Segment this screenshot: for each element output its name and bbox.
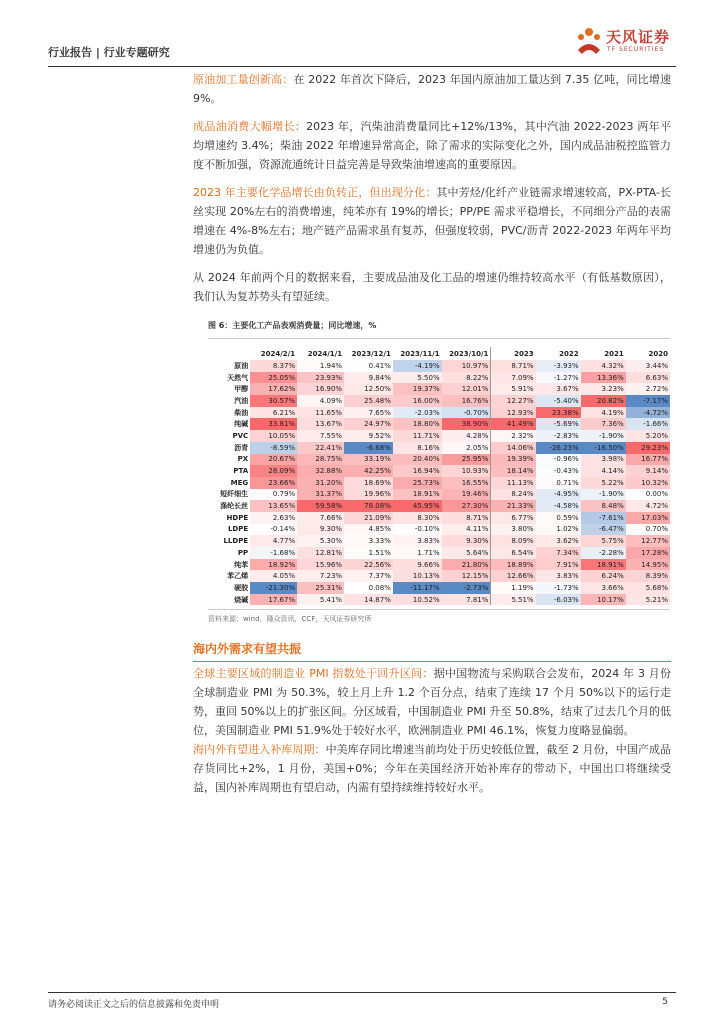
heatmap-cell: 7.36% xyxy=(581,418,626,430)
row-label: PP xyxy=(237,548,249,557)
heatmap-cell: 6.63% xyxy=(626,372,670,384)
row-label: PX xyxy=(237,455,249,464)
heatmap-cell: -6.68% xyxy=(344,442,393,454)
row-label: 甲醇 xyxy=(234,385,249,394)
table-row xyxy=(208,535,670,547)
heatmap-cell: 13.65% xyxy=(250,500,297,512)
heatmap-cell: 16.76% xyxy=(442,395,491,407)
heatmap-cell: 11.13% xyxy=(491,477,536,489)
heatmap-cell: 15.96% xyxy=(297,559,344,571)
heatmap-cell: 4.05% xyxy=(250,570,297,582)
page-footer xyxy=(48,992,676,1010)
heatmap-cell: 3.80% xyxy=(491,524,536,536)
column-header: 2023/10/1 xyxy=(449,349,489,358)
heatmap-cell: 30.57% xyxy=(250,395,297,407)
heatmap-cell: 5.41% xyxy=(297,594,344,606)
row-label: 原油 xyxy=(234,361,249,370)
heatmap-cell: 9.14% xyxy=(626,465,670,477)
row-label: MEG xyxy=(230,478,249,487)
table-row xyxy=(208,407,670,419)
heatmap-cell: 8.37% xyxy=(250,360,297,372)
heatmap-cell: 19.39% xyxy=(491,454,536,466)
heatmap-cell: 8.22% xyxy=(442,372,491,384)
heatmap-cell: -2.03% xyxy=(393,407,442,419)
heatmap-cell: 28.75% xyxy=(297,454,344,466)
section-title: 海内外需求有望共振 xyxy=(193,640,671,662)
heatmap-cell: 23.93% xyxy=(297,372,344,384)
heatmap-cell: 12.01% xyxy=(442,383,491,395)
row-label: PVC xyxy=(232,431,249,440)
heatmap-cell: -3.93% xyxy=(536,360,581,372)
table-row xyxy=(208,465,670,477)
heatmap-cell: -1.66% xyxy=(626,418,670,430)
heatmap-cell: 25.73% xyxy=(393,477,442,489)
heatmap-cell: 7.55% xyxy=(297,430,344,442)
heatmap-cell: 12.27% xyxy=(491,395,536,407)
heatmap-cell: -1.90% xyxy=(581,430,626,442)
heatmap-table xyxy=(208,347,670,605)
heatmap-cell: 12.77% xyxy=(626,535,670,547)
row-label: 纯苯 xyxy=(234,560,249,569)
heatmap-cell: 4.19% xyxy=(581,407,626,419)
heatmap-cell: 8.48% xyxy=(581,500,626,512)
intro-text xyxy=(193,70,671,315)
table-row xyxy=(208,582,670,594)
heatmap-cell: 2.05% xyxy=(442,442,491,454)
row-label: 硬胶 xyxy=(234,583,249,592)
heatmap-cell: 3.83% xyxy=(393,535,442,547)
heatmap-cell: 5.91% xyxy=(491,383,536,395)
heatmap-cell: 16.94% xyxy=(393,465,442,477)
heatmap-cell: 4.14% xyxy=(581,465,626,477)
heatmap-cell: 1.94% xyxy=(297,360,344,372)
heatmap-cell: 3.98% xyxy=(581,454,626,466)
heatmap-cell: 18.91% xyxy=(581,559,626,571)
heatmap-cell: 5.30% xyxy=(297,535,344,547)
heatmap-cell: 4.72% xyxy=(626,500,670,512)
heatmap-cell: 31.37% xyxy=(297,489,344,501)
heatmap-cell: 19.46% xyxy=(442,489,491,501)
heatmap-cell: 5.22% xyxy=(581,477,626,489)
heatmap-cell: -4.58% xyxy=(536,500,581,512)
heatmap-cell: 25.31% xyxy=(297,582,344,594)
column-header: 2022 xyxy=(559,349,579,358)
heatmap-cell: -7.17% xyxy=(626,395,670,407)
row-label: 短纤细生 xyxy=(220,490,249,499)
heatmap-cell: 9.66% xyxy=(393,559,442,571)
heatmap-cell: 31.20% xyxy=(297,477,344,489)
heatmap-cell: 38.90% xyxy=(442,418,491,430)
heatmap-cell: -8.59% xyxy=(250,442,297,454)
heatmap-cell: -7.61% xyxy=(581,512,626,524)
heatmap-cell: 59.58% xyxy=(297,500,344,512)
heatmap-cell: 4.32% xyxy=(581,360,626,372)
table-row xyxy=(208,524,670,536)
heatmap-cell: 12.50% xyxy=(344,383,393,395)
heatmap-cell: 18.69% xyxy=(344,477,393,489)
company-logo xyxy=(566,24,676,64)
table-row xyxy=(208,570,670,582)
heatmap-cell: -26.23% xyxy=(536,442,581,454)
heatmap-cell: 7.81% xyxy=(442,594,491,606)
heatmap-cell: 23.66% xyxy=(250,477,297,489)
heatmap-cell: -6.47% xyxy=(581,524,626,536)
heatmap-cell: 10.97% xyxy=(442,360,491,372)
paragraph-highlight: 全球主要区域的制造业 PMI 指数处于回升区间： xyxy=(193,667,434,680)
row-label: 涤纶长丝 xyxy=(220,502,249,511)
heatmap-cell: 12.66% xyxy=(491,570,536,582)
heatmap-cell: 1.71% xyxy=(393,547,442,559)
figure-title: 图 6：主要化工产品表观消费量；同比增速，% xyxy=(208,320,670,339)
heatmap-cell: -21.30% xyxy=(250,582,297,594)
heatmap-cell: 29.23% xyxy=(626,442,670,454)
heatmap-cell: 5.51% xyxy=(491,594,536,606)
table-row xyxy=(208,418,670,430)
paragraph xyxy=(193,268,671,306)
row-label: 苯乙烯 xyxy=(227,572,249,581)
heatmap-cell: 45.95% xyxy=(393,500,442,512)
heatmap-cell: -5.40% xyxy=(536,395,581,407)
heatmap-cell: -2.83% xyxy=(536,430,581,442)
heatmap-cell: 3.33% xyxy=(344,535,393,547)
heatmap-cell: 4.85% xyxy=(344,524,393,536)
heatmap-cell: 16.55% xyxy=(442,477,491,489)
heatmap-cell: 8.16% xyxy=(393,442,442,454)
heatmap-cell: -16.50% xyxy=(581,442,626,454)
heatmap-cell: 28.09% xyxy=(250,465,297,477)
heatmap-cell: 3.23% xyxy=(581,383,626,395)
table-row xyxy=(208,395,670,407)
heatmap-cell: 7.91% xyxy=(536,559,581,571)
logo-icon xyxy=(572,24,606,58)
paragraph xyxy=(193,117,671,174)
heatmap-cell: -11.17% xyxy=(393,582,442,594)
heatmap-cell: 14.06% xyxy=(491,442,536,454)
heatmap-cell: 17.67% xyxy=(250,594,297,606)
heatmap-cell: 9.84% xyxy=(344,372,393,384)
heatmap-cell: 5.68% xyxy=(626,582,670,594)
heatmap-cell: 7.09% xyxy=(491,372,536,384)
heatmap-cell: 11.65% xyxy=(297,407,344,419)
column-header: 2020 xyxy=(648,349,668,358)
table-row xyxy=(208,360,670,372)
heatmap-cell: 23.38% xyxy=(536,407,581,419)
heatmap-cell: 8.30% xyxy=(393,512,442,524)
table-row xyxy=(208,430,670,442)
paragraph-body: 2023 年，汽柴油消费量同比+12%/13%，其中汽油 2022-2023 两年平均增速约 3.4%；柴油 2022 年增速异常高企，除了需求的实际变化之外，国内成品油税控监管力度不断加强，资源流通统计日益完善是导致柴油增速高的重要原因。 xyxy=(193,120,671,171)
page-number: 5 xyxy=(662,997,668,1007)
page-header xyxy=(48,28,676,67)
heatmap-cell: 20.67% xyxy=(250,454,297,466)
heatmap-cell: 10.05% xyxy=(250,430,297,442)
heatmap-cell: 18.89% xyxy=(491,559,536,571)
heatmap-cell: -4.19% xyxy=(393,360,442,372)
heatmap-cell: 4.28% xyxy=(442,430,491,442)
table-row xyxy=(208,500,670,512)
column-header: 2024/1/1 xyxy=(307,349,343,358)
paragraph-body: 其中芳烃/化纤产业链需求增速较高，PX-PTA-长丝实现 20%左右的消费增速，纯苯亦有 19%的增长；PP/PE 需求平稳增长，不同细分产品的表需增速在 4%-8%左右；地产链产品需求虽有复苏，但强度较弱，PVC/沥青 2022-2023 年两年平均增速仍为负值。 xyxy=(193,186,671,256)
heatmap-cell: 20.40% xyxy=(393,454,442,466)
heatmap-cell: 2.72% xyxy=(626,383,670,395)
table-row xyxy=(208,454,670,466)
heatmap-cell: -2.28% xyxy=(581,547,626,559)
heatmap-cell: 21.09% xyxy=(344,512,393,524)
heatmap-cell: -5.69% xyxy=(536,418,581,430)
heatmap-cell: 17.03% xyxy=(626,512,670,524)
heatmap-cell: 6.77% xyxy=(491,512,536,524)
paragraph-body: 从 2024 年前两个月的数据来看，主要成品油及化工品的增速仍维持较高水平（有低基数原因），我们认为复苏势头有望延续。 xyxy=(193,271,671,303)
heatmap-cell: -0.43% xyxy=(536,465,581,477)
row-label: LDPE xyxy=(227,525,249,534)
heatmap-cell: 10.52% xyxy=(393,594,442,606)
heatmap-cell: -4.95% xyxy=(536,489,581,501)
table-row xyxy=(208,383,670,395)
column-header: 2024/2/1 xyxy=(260,349,296,358)
heatmap-cell: 21.33% xyxy=(491,500,536,512)
heatmap-cell: 18.92% xyxy=(250,559,297,571)
heatmap-cell: -1.90% xyxy=(581,489,626,501)
figure-6 xyxy=(208,320,670,624)
paragraph xyxy=(193,183,671,259)
column-header: 2023/12/1 xyxy=(351,349,391,358)
heatmap-cell: 5.50% xyxy=(393,372,442,384)
heatmap-cell: 78.08% xyxy=(344,500,393,512)
heatmap-cell: 1.02% xyxy=(536,524,581,536)
heatmap-cell: 8.39% xyxy=(626,570,670,582)
heatmap-cell: 33.81% xyxy=(250,418,297,430)
heatmap-cell: 4.09% xyxy=(297,395,344,407)
heatmap-cell: 17.28% xyxy=(626,547,670,559)
logo-subtext: TF SECURITIES xyxy=(607,46,665,53)
heatmap-cell: 6.24% xyxy=(581,570,626,582)
heatmap-cell: -1.68% xyxy=(250,547,297,559)
paragraph-body: 据中国物流与采购联合会发布，2024 年 3 月份全球制造业 PMI 为 50.3%，较上月上升 1.2 个百分点，结束了连续 17 个月 50%以下的运行走势，重回 50%以上的扩张区间。分区域看，中国制造业 PMI 升至 50.8%，结束了过去几个月的低位，美国制造业 PMI 51.9%处于较好水平，欧洲制造业 PMI 46.1%，恢复力度略显偏弱。 xyxy=(193,667,671,737)
paragraph-highlight: 2023 年主要化学品增长由负转正，但出现分化： xyxy=(193,186,437,199)
heatmap-cell: 8.09% xyxy=(491,535,536,547)
heatmap-cell: 0.08% xyxy=(344,582,393,594)
heatmap-cell: 9.30% xyxy=(442,535,491,547)
heatmap-cell: 5.21% xyxy=(626,594,670,606)
heatmap-cell: -0.10% xyxy=(393,524,442,536)
heatmap-cell: 3.83% xyxy=(536,570,581,582)
heatmap-cell: 25.05% xyxy=(250,372,297,384)
heatmap-cell: 4.77% xyxy=(250,535,297,547)
heatmap-cell: 17.62% xyxy=(250,383,297,395)
heatmap-cell: 18.14% xyxy=(491,465,536,477)
row-label: 烧碱 xyxy=(234,595,249,604)
paragraph-body: 在 2022 年首次下降后，2023 年国内原油加工量达到 7.35 亿吨，同比增速 9%。 xyxy=(193,73,672,105)
heatmap-cell: 12.81% xyxy=(297,547,344,559)
heatmap-cell: 6.54% xyxy=(491,547,536,559)
heatmap-cell: 12.93% xyxy=(491,407,536,419)
heatmap-cell: 12.15% xyxy=(442,570,491,582)
heatmap-cell: 16.90% xyxy=(297,383,344,395)
heatmap-cell: 21.80% xyxy=(442,559,491,571)
demand-section xyxy=(193,640,671,806)
heatmap-cell: 9.30% xyxy=(297,524,344,536)
column-header: 2023 xyxy=(491,347,536,360)
heatmap-cell: 16.00% xyxy=(393,395,442,407)
heatmap-cell: 7.37% xyxy=(344,570,393,582)
row-label: PTA xyxy=(233,467,249,476)
heatmap-cell: 7.66% xyxy=(297,512,344,524)
row-label: LLDPE xyxy=(223,537,249,546)
paragraph-highlight: 海内外有望进入补库周期： xyxy=(193,743,326,756)
heatmap-cell: 3.67% xyxy=(536,383,581,395)
logo-text: 天风证券 xyxy=(606,28,671,46)
heatmap-cell: -1.27% xyxy=(536,372,581,384)
heatmap-cell: 27.30% xyxy=(442,500,491,512)
heatmap-cell: 24.97% xyxy=(344,418,393,430)
row-label: 天然气 xyxy=(227,373,249,382)
heatmap-cell: 3.66% xyxy=(581,582,626,594)
heatmap-cell: -6.03% xyxy=(536,594,581,606)
heatmap-cell: -0.96% xyxy=(536,454,581,466)
heatmap-cell: 8.24% xyxy=(491,489,536,501)
table-row xyxy=(208,372,670,384)
heatmap-cell: 33.19% xyxy=(344,454,393,466)
heatmap-cell: 13.36% xyxy=(581,372,626,384)
heatmap-cell: 1.51% xyxy=(344,547,393,559)
paragraph xyxy=(193,664,671,740)
heatmap-cell: 5.75% xyxy=(581,535,626,547)
heatmap-cell: 25.95% xyxy=(442,454,491,466)
heatmap-cell: 4.11% xyxy=(442,524,491,536)
heatmap-cell: 42.25% xyxy=(344,465,393,477)
heatmap-cell: 18.91% xyxy=(393,489,442,501)
heatmap-cell: 2.32% xyxy=(491,430,536,442)
heatmap-cell: 19.37% xyxy=(393,383,442,395)
heatmap-cell: 16.77% xyxy=(626,454,670,466)
heatmap-cell: 25.48% xyxy=(344,395,393,407)
row-label: 沥青 xyxy=(234,443,249,452)
column-header: 2023/11/1 xyxy=(400,349,440,358)
heatmap-cell: 0.59% xyxy=(536,512,581,524)
paragraph-body: 中美库存同比增速当前均处于历史较低位置，截至 2 月份，中国产成品存货同比+2%，1 月份，美国+0%；今年在美国经济开始补库存的带动下，中国出口将继续受益，国内补库周期也有望启动，内需有望持续维持较好水平。 xyxy=(193,743,671,794)
heatmap-cell: 10.13% xyxy=(393,570,442,582)
heatmap-cell: -0.70% xyxy=(442,407,491,419)
table-row xyxy=(208,477,670,489)
heatmap-cell: 22.56% xyxy=(344,559,393,571)
heatmap-cell: 18.80% xyxy=(393,418,442,430)
heatmap-cell: 41.49% xyxy=(491,418,536,430)
heatmap-cell: 10.17% xyxy=(581,594,626,606)
row-label: 汽油 xyxy=(234,396,249,405)
heatmap-cell: -1.73% xyxy=(536,582,581,594)
heatmap-cell: 11.71% xyxy=(393,430,442,442)
heatmap-cell: 20.82% xyxy=(581,395,626,407)
heatmap-cell: 9.52% xyxy=(344,430,393,442)
heatmap-cell: 32.88% xyxy=(297,465,344,477)
heatmap-cell: -0.14% xyxy=(250,524,297,536)
heatmap-cell: 6.21% xyxy=(250,407,297,419)
heatmap-cell: 3.62% xyxy=(536,535,581,547)
column-header: 2021 xyxy=(604,349,624,358)
heatmap-cell: 8.71% xyxy=(442,512,491,524)
disclaimer-note: 请务必阅读正文之后的信息披露和免责申明 xyxy=(48,1000,220,1010)
table-row xyxy=(208,547,670,559)
row-label: HDPE xyxy=(226,513,249,522)
heatmap-cell: 19.96% xyxy=(344,489,393,501)
heatmap-cell: 0.70% xyxy=(626,524,670,536)
table-row xyxy=(208,594,670,606)
heatmap-cell: 0.00% xyxy=(626,489,670,501)
heatmap-cell: 1.19% xyxy=(491,582,536,594)
heatmap-cell: 8.71% xyxy=(491,360,536,372)
paragraph xyxy=(193,740,671,797)
heatmap-cell: 10.32% xyxy=(626,477,670,489)
heatmap-cell: 7.23% xyxy=(297,570,344,582)
heatmap-cell: 0.79% xyxy=(250,489,297,501)
table-row xyxy=(208,559,670,571)
table-row xyxy=(208,512,670,524)
heatmap-cell: 5.20% xyxy=(626,430,670,442)
table-row xyxy=(208,489,670,501)
heatmap-cell: 14.87% xyxy=(344,594,393,606)
table-row xyxy=(208,442,670,454)
heatmap-cell: 0.71% xyxy=(536,477,581,489)
figure-source: 资料来源：wind，隆众资讯，CCF，天风证券研究所 xyxy=(208,609,670,624)
report-category: 行业报告 | 行业专题研究 xyxy=(48,46,170,59)
paragraph-highlight: 成品油消费大幅增长： xyxy=(193,120,307,133)
paragraph xyxy=(193,70,671,108)
heatmap-cell: 14.95% xyxy=(626,559,670,571)
heatmap-cell: 0.41% xyxy=(344,360,393,372)
corner-cell xyxy=(208,347,250,360)
row-label: 纯碱 xyxy=(234,420,249,429)
heatmap-cell: 22.41% xyxy=(297,442,344,454)
heatmap-cell: 3.44% xyxy=(626,360,670,372)
heatmap-cell: 7.65% xyxy=(344,407,393,419)
paragraph-highlight: 原油加工量创新高： xyxy=(193,73,294,86)
row-label: 柴油 xyxy=(234,408,249,417)
heatmap-cell: 7.34% xyxy=(536,547,581,559)
heatmap-cell: 13.67% xyxy=(297,418,344,430)
heatmap-cell: 5.64% xyxy=(442,547,491,559)
heatmap-cell: 2.63% xyxy=(250,512,297,524)
heatmap-cell: -4.72% xyxy=(626,407,670,419)
heatmap-cell: -2.73% xyxy=(442,582,491,594)
heatmap-cell: 10.93% xyxy=(442,465,491,477)
